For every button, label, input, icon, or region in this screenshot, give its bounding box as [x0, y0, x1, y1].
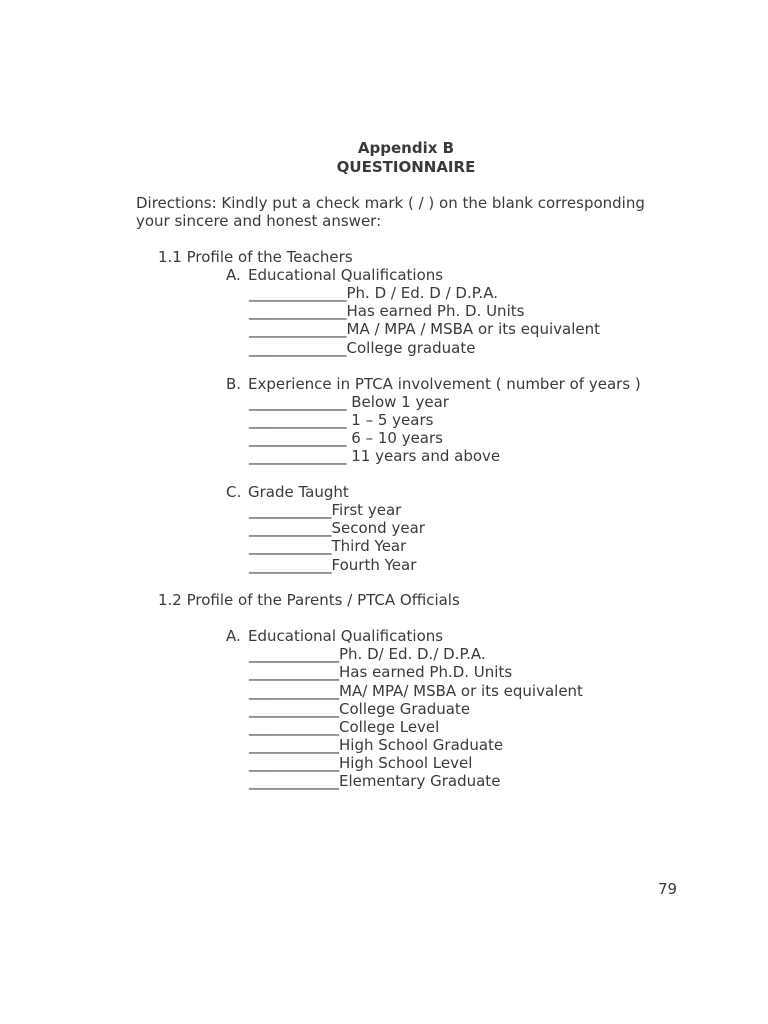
option-item: ____________College Level: [249, 718, 440, 736]
group-letter: A.: [226, 266, 241, 284]
option-item: ____________High School Graduate: [249, 736, 504, 754]
group-letter: B.: [226, 375, 242, 393]
option-item: ____________MA/ MPA/ MSBA or its equivalent: [249, 682, 583, 700]
group-label: Experience in PTCA involvement ( number of years ): [248, 375, 641, 393]
option-item: _____________ Below 1 year: [249, 393, 449, 411]
section-teachers-heading: 1.1 Profile of the Teachers: [158, 248, 353, 266]
teachers-grade-taught-heading: [226, 483, 349, 501]
group-label: Educational Qualifications: [248, 627, 444, 645]
appendix-title: Appendix B: [357, 139, 455, 157]
option-item: ____________Ph. D/ Ed. D./ D.P.A.: [249, 645, 486, 663]
parents-educational-qualifications-heading: [226, 627, 443, 645]
option-item: _____________MA / MPA / MSBA or its equivalent: [249, 320, 600, 338]
teachers-educational-qualifications-heading: [226, 266, 443, 284]
group-letter: A.: [226, 627, 241, 645]
teachers-experience-heading: [226, 375, 641, 393]
option-item: _____________ 11 years and above: [249, 447, 501, 465]
option-item: _____________ 1 – 5 years: [249, 411, 434, 429]
option-item: ___________Fourth Year: [249, 556, 417, 574]
option-item: _____________ 6 – 10 years: [249, 429, 443, 447]
option-item: _____________Has earned Ph. D. Units: [249, 302, 525, 320]
option-item: _____________College graduate: [249, 339, 476, 357]
option-item: ___________Third Year: [249, 537, 407, 555]
group-label: Educational Qualifications: [248, 266, 444, 284]
group-label: Grade Taught: [248, 483, 349, 501]
questionnaire-title: QUESTIONNAIRE: [336, 158, 476, 176]
section-parents-heading: 1.2 Profile of the Parents / PTCA Officials: [158, 591, 460, 609]
option-item: ____________Has earned Ph.D. Units: [249, 663, 513, 681]
group-letter: C.: [226, 483, 242, 501]
directions-text: Directions: Kindly put a check mark ( / ) on the blank corresponding your sincere and honest answer:: [136, 194, 645, 230]
option-item: ____________Elementary Graduate: [249, 772, 501, 790]
option-item: ___________Second year: [249, 519, 425, 537]
option-item: _____________Ph. D / Ed. D / D.P.A.: [249, 284, 498, 302]
option-item: ____________College Graduate: [249, 700, 471, 718]
option-item: ____________High School Level: [249, 754, 473, 772]
page-number: 79: [658, 880, 678, 898]
option-item: ___________First year: [249, 501, 402, 519]
